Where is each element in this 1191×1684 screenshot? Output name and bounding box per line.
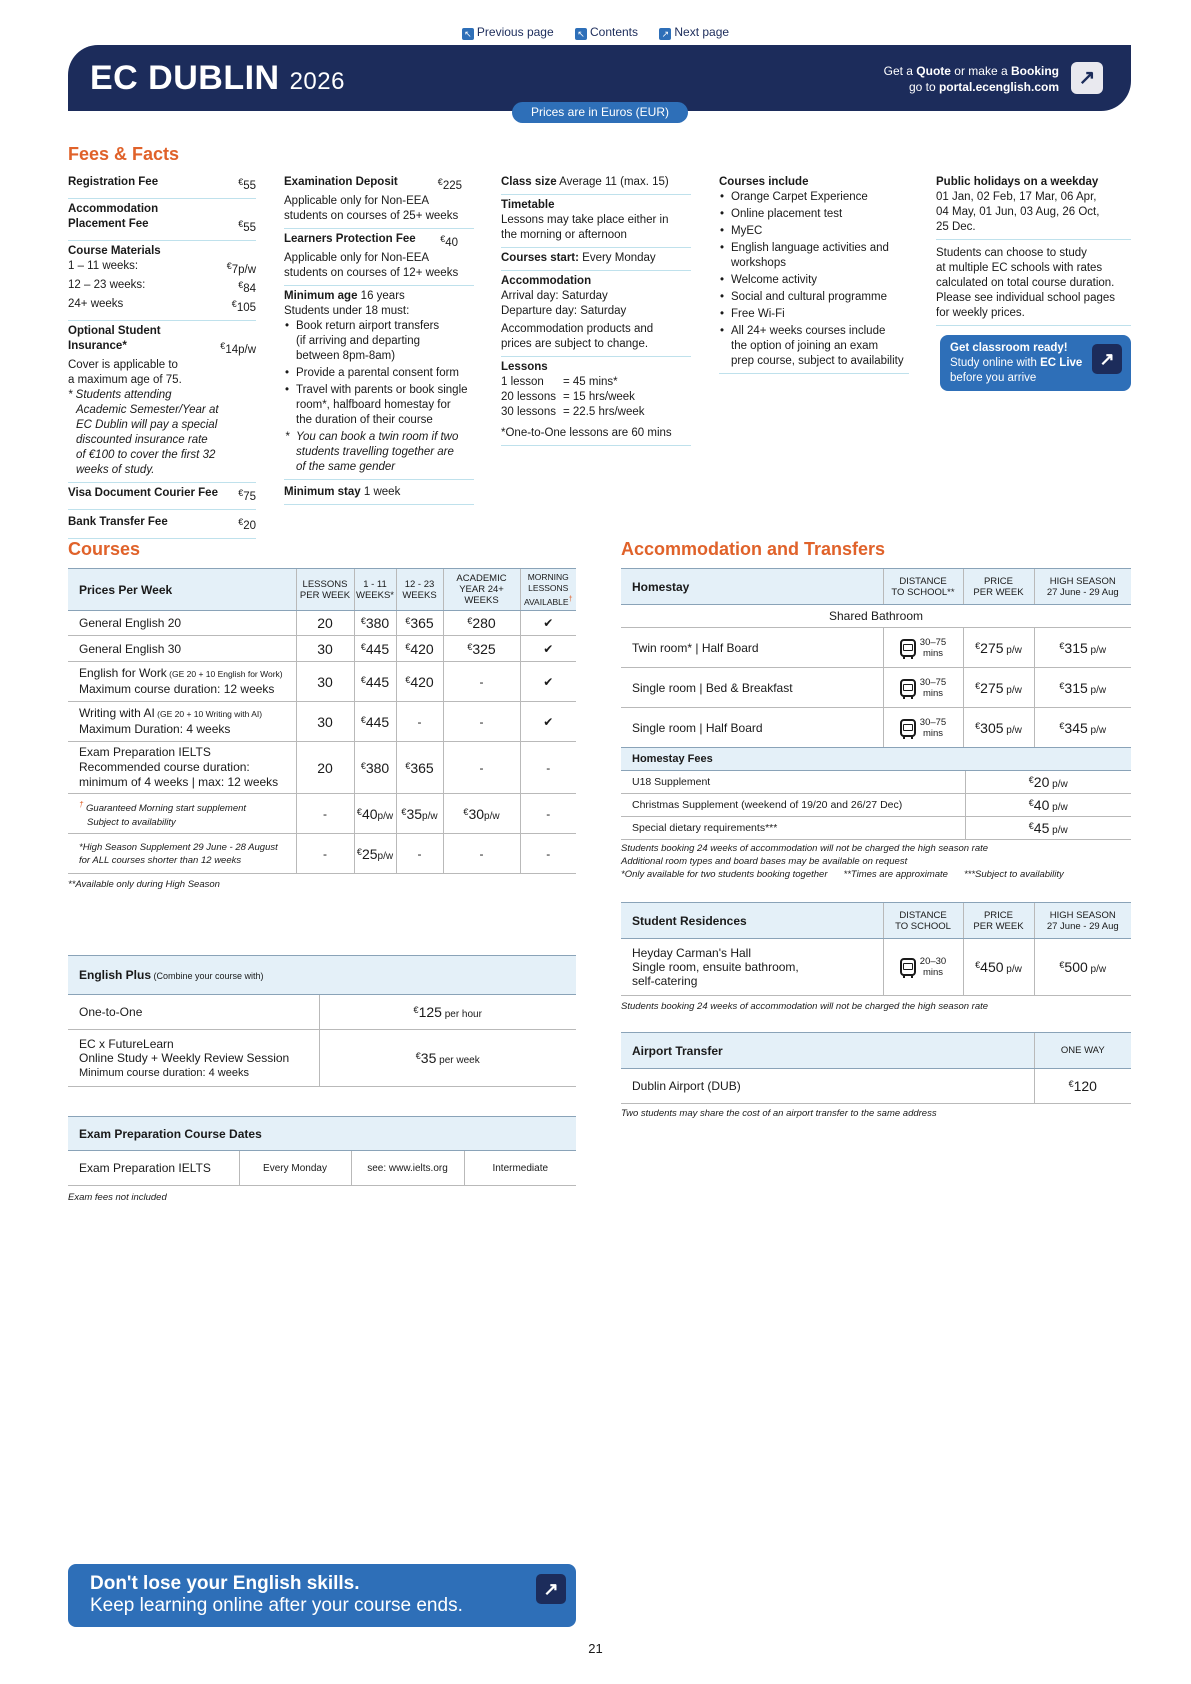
- student-residences-table: Student Residences DISTANCE TO SCHOOL PRICE PER WEEK HIGH SEASON 27 June - 29 Aug Heyday Carman's Hall Single room, ensuite bathroom, self-catering 20–30 mins €450 p/w €500 p/w: [621, 902, 1131, 996]
- airport-note: Two students may share the cost of an airport transfer to the same address: [621, 1108, 937, 1119]
- north-east-arrow-icon: ↗: [536, 1574, 566, 1604]
- residence-note: Students booking 24 weeks of accommodation will not be charged the high season rate: [621, 1001, 989, 1012]
- arrow-back-icon: ↖: [575, 28, 587, 40]
- fees-heading: Fees & Facts: [68, 144, 180, 164]
- arrow-forward-icon: ↗: [659, 28, 671, 40]
- quote-text: Get a Quote or make a Booking go to portal.ecenglish.com: [883, 64, 1059, 94]
- table-row: Special dietary requirements*** €45 p/w: [621, 817, 1131, 840]
- bus-icon: [900, 679, 916, 697]
- homestay-notes: Students booking 24 weeks of accommodation will not be charged the high season rate Additional room types and board bases may be available on request *Only available for two students booking together **Times are approximate ***Subject to availability: [621, 843, 1064, 880]
- table-row: Single room | Half Board 30–75 mins €305 p/w €345 p/w: [621, 708, 1131, 748]
- courses-heading: Courses: [68, 539, 141, 559]
- airport-transfer-table: Airport Transfer ONE WAY Dublin Airport (DUB) €120: [621, 1032, 1131, 1104]
- table-row: U18 Supplement €20 p/w: [621, 771, 1131, 794]
- table-row: Writing with AI (GE 20 + 10 Writing with AI) Maximum Duration: 4 weeks 30 €445 - - ✔: [68, 702, 576, 742]
- table-row: Exam Preparation IELTS Every Monday see: www.ielts.org Intermediate: [68, 1151, 576, 1186]
- table-row: General English 30 30 €445 €420 €325 ✔: [68, 636, 576, 662]
- table-row: *High Season Supplement 29 June - 28 August for ALL courses shorter than 12 weeks - €25p/w - - -: [68, 834, 576, 874]
- courses-table: Prices Per Week LESSONS PER WEEK 1 - 11 WEEKS* 12 - 23 WEEKS ACADEMIC YEAR 24+ WEEKS MORNING LESSONS AVAILABLE† General English 20 20 €380 €365 €280 ✔ General English 30 30 €445 €420 €325 ✔ English for Work (GE 20 + 10 English for Work) Maximum course duration: 12 weeks 30 €445 €420 - ✔ Writing with AI (GE 20 + 10 Writing with AI) Maximum Duration: 4 weeks 30 €445 - - ✔ Exam Preparation IELTS Recommended course duration: minimum of 4 weeks | max: 12 weeks 20 €380 €365 - - † Guaranteed Morning start supplement Subject to availability - €40p/w €35p/w €30p/w - *High Season Supplement 29 June - 28 August for ALL courses shorter than 12 weeks - €25p/w - - -: [68, 568, 576, 874]
- courses-note: **Available only during High Season: [68, 879, 220, 890]
- fees-column-5: Public holidays on a weekday 01 Jan, 02 Feb, 17 Mar, 06 Apr, 04 May, 01 Jun, 03 Aug, 26 Oct, 25 Dec. Students can choose to study at multiple EC schools with rates calculated on total course duration. Please see individual school pages for weekly prices.: [936, 172, 1131, 326]
- table-row: Dublin Airport (DUB) €120: [621, 1069, 1131, 1104]
- online-learning-banner[interactable]: Don't lose your English skills. Keep learning online after your course ends. ↗: [68, 1564, 576, 1627]
- previous-page-link[interactable]: ↖ Previous page: [462, 25, 554, 40]
- top-nav: [0, 25, 1191, 40]
- check-icon: ✔: [520, 702, 576, 742]
- homestay-table: Homestay DISTANCE TO SCHOOL** PRICE PER WEEK HIGH SEASON 27 June - 29 Aug Shared Bathroom Twin room* | Half Board 30–75 mins €275 p/w €315 p/w Single room | Bed & Breakfast 30–75 mins €275 p/w €315 p/w Single room | Half Board 30–75 mins €305 p/w €345 p/w: [621, 568, 1131, 748]
- page-number: 21: [588, 1641, 603, 1656]
- bus-icon: [900, 639, 916, 657]
- quote-link-button[interactable]: [1071, 62, 1103, 94]
- north-east-arrow-icon: ↗: [1078, 67, 1096, 89]
- north-east-arrow-icon: ↗: [1092, 344, 1122, 374]
- accommodation-heading: Accommodation and Transfers: [621, 539, 886, 559]
- table-row: Christmas Supplement (weekend of 19/20 and 26/27 Dec) €40 p/w: [621, 794, 1131, 817]
- bus-icon: [900, 719, 916, 737]
- english-plus-table: English Plus (Combine your course with) One-to-One €125 per hour EC x FutureLearn Online Study + Weekly Review Session Minimum course duration: 4 weeks €35 per week: [68, 955, 576, 1087]
- exam-dates-table: Exam Preparation Course Dates Exam Preparation IELTS Every Monday see: www.ielts.org Intermediate: [68, 1116, 576, 1186]
- arrow-back-icon: ↖: [462, 28, 474, 40]
- exam-fees-note: Exam fees not included: [68, 1192, 167, 1203]
- fees-column-1: Registration Fee €55 Accommodation Placement Fee €55 Course Materials 1 – 11 weeks: €7p/w 12 – 23 weeks: €84 24+ weeks €105 Optional Student Insurance* €14p/w Cover is applicable to a maximum age of 75. * Students attending Academic Semester/Year at EC Dublin will pay a special discounted insurance rate of €100 to cover the first 32 weeks of study. Visa Document Courier Fee €75 Bank Transfer Fee €20: [68, 172, 256, 539]
- table-row: Heyday Carman's Hall Single room, ensuite bathroom, self-catering 20–30 mins €450 p/w €500 p/w: [621, 939, 1131, 996]
- check-icon: ✔: [520, 636, 576, 662]
- table-row: Single room | Bed & Breakfast 30–75 mins €275 p/w €315 p/w: [621, 668, 1131, 708]
- next-page-link[interactable]: ↗ Next page: [659, 25, 729, 40]
- table-row: EC x FutureLearn Online Study + Weekly Review Session Minimum course duration: 4 weeks €35 per week: [68, 1030, 576, 1087]
- table-row: † Guaranteed Morning start supplement Subject to availability - €40p/w €35p/w €30p/w -: [68, 794, 576, 834]
- fees-column-2: Examination Deposit €225 Applicable only for Non-EEA students on courses of 25+ weeks Learners Protection Fee €40 Applicable only for Non-EEA students on courses of 12+ weeks Minimum age 16 years Students under 18 must: • Book return airport transfers (if arriving and departing between 8pm-8am) • Provide a parental consent form • Travel with parents or book single room*, halfboard homestay for the duration of their course * You can book a twin room if two students travelling together are of the same gender Minimum stay 1 week: [284, 172, 474, 505]
- fees-column-4: Courses include • Orange Carpet Experience • Online placement test • MyEC • English language activities and workshops • Welcome activity • Social and cultural programme • Free Wi-Fi • All 24+ weeks courses include the option of joining an exam prep course, subject to availability: [719, 172, 909, 374]
- fees-column-3: Class size Average 11 (max. 15) Timetable Lessons may take place either in the morning or afternoon Courses start: Every Monday Accommodation Arrival day: Saturday Departure day: Saturday Accommodation products and prices are subject to change. Lessons 1 lesson = 45 mins* 20 lessons = 15 hrs/week 30 lessons = 22.5 hrs/week *One-to-One lessons are 60 mins: [501, 172, 691, 446]
- table-row: Twin room* | Half Board 30–75 mins €275 p/w €315 p/w: [621, 628, 1131, 668]
- check-icon: ✔: [520, 611, 576, 636]
- currency-badge: Prices are in Euros (EUR): [512, 102, 688, 123]
- table-row: Exam Preparation IELTS Recommended course duration: minimum of 4 weeks | max: 12 weeks 20 €380 €365 - -: [68, 742, 576, 794]
- check-icon: ✔: [520, 662, 576, 702]
- page-title: EC DUBLIN 2026: [90, 59, 345, 97]
- ec-live-button[interactable]: Get classroom ready! Study online with EC Live before you arrive ↗: [940, 335, 1131, 391]
- contents-link[interactable]: ↖ Contents: [575, 25, 638, 40]
- table-row: One-to-One €125 per hour: [68, 995, 576, 1030]
- table-row: English for Work (GE 20 + 10 English for Work) Maximum course duration: 12 weeks 30 €445 €420 - ✔: [68, 662, 576, 702]
- table-row: General English 20 20 €380 €365 €280 ✔: [68, 611, 576, 636]
- homestay-fees-table: Homestay Fees U18 Supplement €20 p/w Christmas Supplement (weekend of 19/20 and 26/27 Dec) €40 p/w Special dietary requirements*** €45 p/w: [621, 747, 1131, 840]
- bus-icon: [900, 958, 916, 976]
